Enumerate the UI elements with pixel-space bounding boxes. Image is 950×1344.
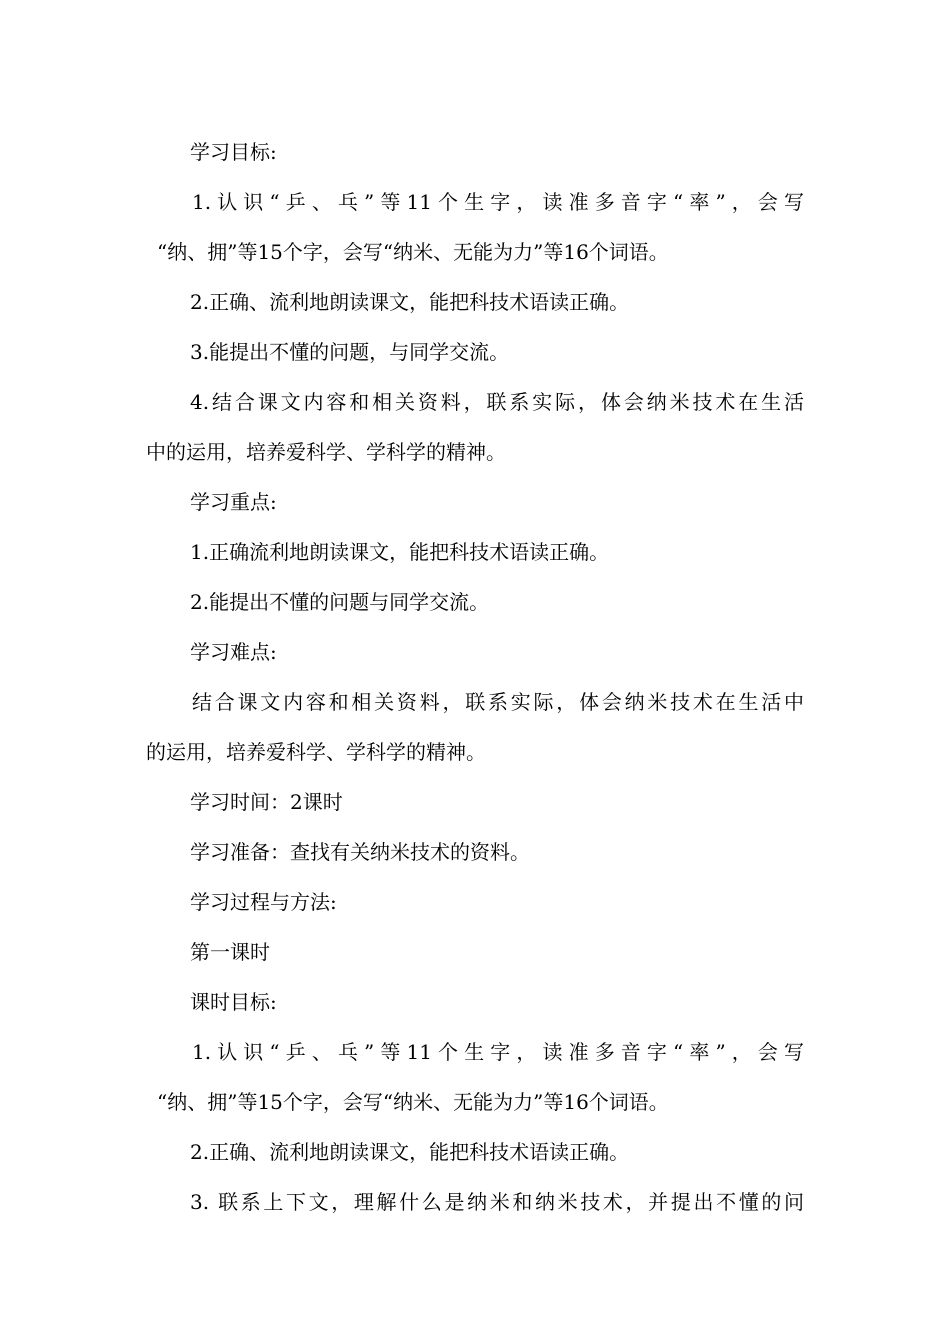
objective-1-line-2: “纳、拥”等15个字，会写“纳米、无能为力”等16个词语。 <box>157 240 669 264</box>
heading-process-methods: 学习过程与方法: <box>190 890 337 914</box>
objective-3: 3.能提出不懂的问题，与同学交流。 <box>190 340 510 364</box>
difficulty-line-1: 结合课文内容和相关资料，联系实际，体会纳米技术在生活中 <box>192 690 804 714</box>
lesson-objective-1-line-2: “纳、拥”等15个字，会写“纳米、无能为力”等16个词语。 <box>157 1090 669 1114</box>
objective-1-line-1: 1.认识“乒、乓”等11个生字，读准多音字“率”，会写 <box>192 190 804 214</box>
difficulty-line-2: 的运用，培养爱科学、学科学的精神。 <box>146 740 486 764</box>
key-point-1: 1.正确流利地朗读课文，能把科技术语读正确。 <box>190 540 610 564</box>
heading-first-lesson: 第一课时 <box>190 940 270 964</box>
key-point-2: 2.能提出不懂的问题与同学交流。 <box>190 590 490 614</box>
study-preparation: 学习准备：查找有关纳米技术的资料。 <box>190 840 530 864</box>
objective-4-line-1: 4.结合课文内容和相关资料，联系实际，体会纳米技术在生活 <box>190 390 804 414</box>
heading-learning-objectives: 学习目标: <box>190 140 277 164</box>
objective-4-line-2: 中的运用，培养爱科学、学科学的精神。 <box>146 440 506 464</box>
study-time: 学习时间：2课时 <box>190 790 343 814</box>
objective-2: 2.正确、流利地朗读课文，能把科技术语读正确。 <box>190 290 630 314</box>
lesson-objective-1-line-1: 1.认识“乒、乓”等11个生字，读准多音字“率”，会写 <box>192 1040 804 1064</box>
heading-difficulties: 学习难点: <box>190 640 277 664</box>
heading-lesson-objectives: 课时目标: <box>190 990 277 1014</box>
lesson-objective-2: 2.正确、流利地朗读课文，能把科技术语读正确。 <box>190 1140 630 1164</box>
lesson-objective-3-line-1: 3. 联系上下文，理解什么是纳米和纳米技术，并提出不懂的问 <box>190 1190 804 1214</box>
heading-key-points: 学习重点: <box>190 490 277 514</box>
